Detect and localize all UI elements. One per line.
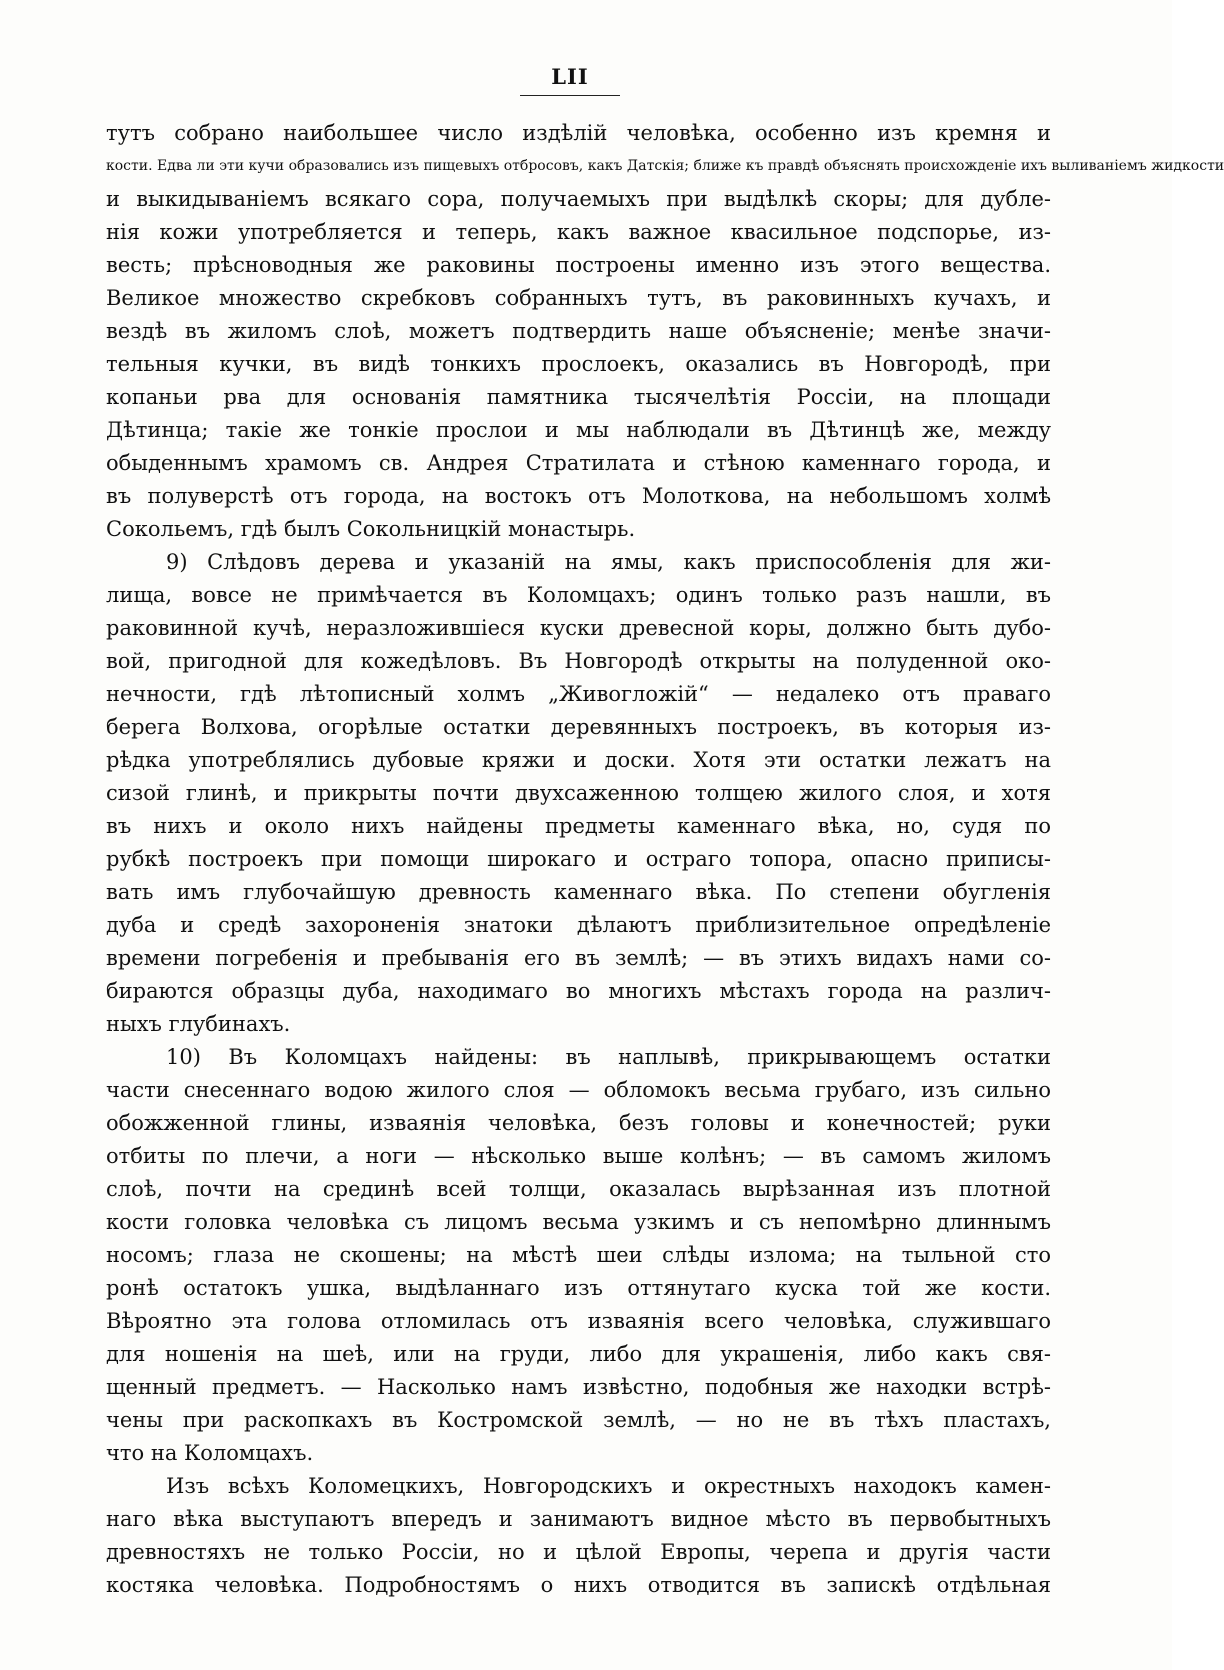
text-line: рубкѣ построекъ при помощи широкаго и остраго топора, опасно приписы- bbox=[106, 847, 1051, 871]
text-line: дуба и средѣ захороненія знатоки дѣлаютъ приблизительное опредѣленіе bbox=[106, 913, 1051, 937]
text-line: сизой глинѣ, и прикрыты почти двухсаженною толщею жилого слоя, и хотя bbox=[106, 781, 1051, 805]
text-line: Дѣтинца; такіе же тонкіе прослои и мы наблюдали въ Дѣтинцѣ же, между bbox=[106, 418, 1051, 442]
text-line: ронѣ остатокъ ушка, выдѣланнаго изъ оттянутаго куска той же кости. bbox=[106, 1276, 1051, 1300]
text-line: берега Волхова, огорѣлые остатки деревянныхъ построекъ, въ которыя из- bbox=[106, 715, 1051, 739]
header-rule bbox=[520, 95, 620, 96]
text-line: въ полуверстѣ отъ города, на востокъ отъ Молоткова, на небольшомъ холмѣ bbox=[106, 484, 1051, 508]
text-line: копаньи рва для основанія памятника тысячелѣтія Россіи, на площади bbox=[106, 385, 1051, 409]
text-line: Великое множество скребковъ собранныхъ тутъ, въ раковинныхъ кучахъ, и bbox=[106, 286, 1051, 310]
text-line: времени погребенія и пребыванія его въ землѣ; — въ этихъ видахъ нами со- bbox=[106, 946, 1051, 970]
text-line: щенный предметъ. — Насколько намъ извѣстно, подобныя же находки встрѣ- bbox=[106, 1375, 1051, 1399]
text-line: наго вѣка выступаютъ впередъ и занимаютъ видное мѣсто въ первобытныхъ bbox=[106, 1507, 1051, 1531]
text-line: отбиты по плечи, а ноги — нѣсколько выше колѣнъ; — въ самомъ жиломъ bbox=[106, 1144, 1051, 1168]
text-line: весть; прѣсноводныя же раковины построены именно изъ этого вещества. bbox=[106, 253, 1051, 277]
page-number: LII bbox=[551, 64, 589, 89]
text-line: кости. Едва ли эти кучи образовались изъ пищевыхъ отбросовъ, какъ Датскія; ближе къ правдѣ объяснять происхожденіе ихъ выливаніемъ жидкости bbox=[106, 158, 1224, 174]
text-line: въ нихъ и около нихъ найдены предметы каменнаго вѣка, но, судя по bbox=[106, 814, 1051, 838]
text-line: Изъ всѣхъ Коломецкихъ, Новгородскихъ и окрестныхъ находокъ камен- bbox=[166, 1474, 1051, 1498]
text-line: рѣдка употреблялись дубовые кряжи и доски. Хотя эти остатки лежатъ на bbox=[106, 748, 1051, 772]
text-line: и выкидываніемъ всякаго сора, получаемыхъ при выдѣлкѣ скоры; для дубле- bbox=[106, 187, 1051, 211]
text-line: Сокольемъ, гдѣ былъ Сокольницкій монастырь. bbox=[106, 517, 636, 541]
text-line: обожженной глины, изваянія человѣка, безъ головы и конечностей; руки bbox=[106, 1111, 1051, 1135]
text-line: что на Коломцахъ. bbox=[106, 1441, 314, 1465]
text-line: лища, вовсе не примѣчается въ Коломцахъ; одинъ только разъ нашли, въ bbox=[106, 583, 1051, 607]
text-line: древностяхъ не только Россіи, но и цѣлой Европы, черепа и другія части bbox=[106, 1540, 1051, 1564]
text-line: вездѣ въ жиломъ слоѣ, можетъ подтвердить наше объясненіе; менѣе значи- bbox=[106, 319, 1051, 343]
text-line: слоѣ, почти на срединѣ всей толщи, оказалась вырѣзанная изъ плотной bbox=[106, 1177, 1051, 1201]
text-line: нечности, гдѣ лѣтописный холмъ „Живогложій“ — недалеко отъ праваго bbox=[106, 682, 1051, 706]
text-line: обыденнымъ храмомъ св. Андрея Стратилата и стѣною каменнаго города, и bbox=[106, 451, 1051, 475]
text-line: вой, пригодной для кожедѣловъ. Въ Новгородѣ открыты на полуденной око- bbox=[106, 649, 1051, 673]
text-line: чены при раскопкахъ въ Костромской землѣ, — но не въ тѣхъ пластахъ, bbox=[106, 1408, 1051, 1432]
text-line: для ношенія на шеѣ, или на груди, либо для украшенія, либо какъ свя- bbox=[106, 1342, 1051, 1366]
text-line: тельныя кучки, въ видѣ тонкихъ прослоекъ, оказались въ Новгородѣ, при bbox=[106, 352, 1051, 376]
text-line: бираются образцы дуба, находимаго во многихъ мѣстахъ города на различ- bbox=[106, 979, 1051, 1003]
page-header bbox=[510, 64, 630, 96]
text-line: костяка человѣка. Подробностямъ о нихъ отводится въ запискѣ отдѣльная bbox=[106, 1573, 1051, 1597]
text-line: Вѣроятно эта голова отломилась отъ изваянія всего человѣка, служившаго bbox=[106, 1309, 1051, 1333]
text-line: 9) Слѣдовъ дерева и указаній на ямы, какъ приспособленія для жи- bbox=[166, 550, 1051, 574]
text-line: носомъ; глаза не скошены; на мѣстѣ шеи слѣды излома; на тыльной сто bbox=[106, 1243, 1051, 1267]
text-line: нія кожи употребляется и теперь, какъ важное квасильное подспорье, из- bbox=[106, 220, 1051, 244]
text-line: кости головка человѣка съ лицомъ весьма узкимъ и съ непомѣрно длиннымъ bbox=[106, 1210, 1051, 1234]
page-body-text bbox=[106, 117, 1224, 1602]
text-line: 10) Въ Коломцахъ найдены: въ наплывѣ, прикрывающемъ остатки bbox=[166, 1045, 1051, 1069]
text-line: тутъ собрано наибольшее число издѣлій человѣка, особенно изъ кремня и bbox=[106, 121, 1051, 145]
text-line: раковинной кучѣ, неразложившіеся куски древесной коры, должно быть дубо- bbox=[106, 616, 1051, 640]
text-line: вать имъ глубочайшую древность каменнаго вѣка. По степени обугленія bbox=[106, 880, 1051, 904]
text-line: ныхъ глубинахъ. bbox=[106, 1012, 291, 1036]
text-line: части снесеннаго водою жилого слоя — обломокъ весьма грубаго, изъ сильно bbox=[106, 1078, 1051, 1102]
